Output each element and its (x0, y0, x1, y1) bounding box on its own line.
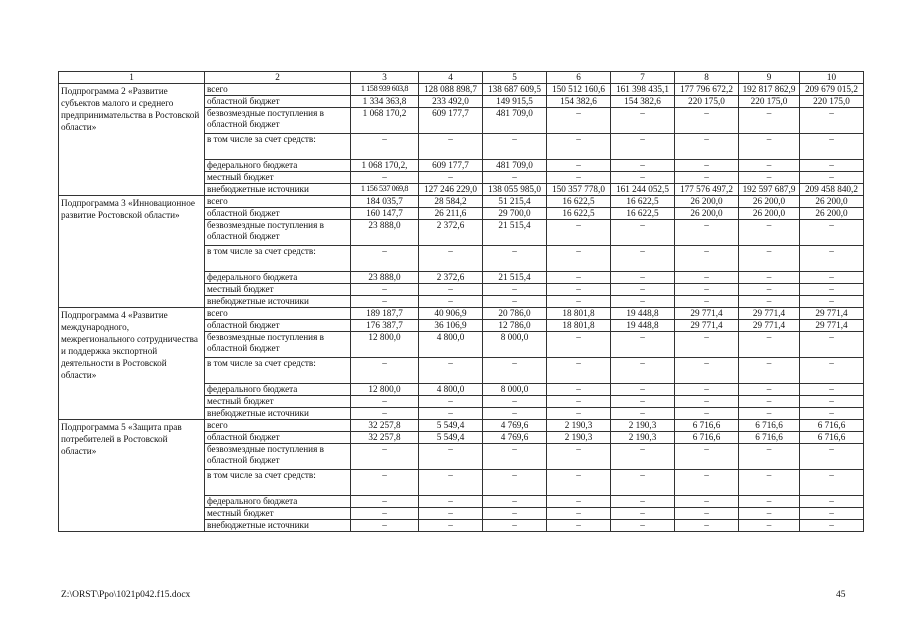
value-cell: 127 246 229,0 (419, 184, 483, 196)
value-cell: – (547, 332, 611, 358)
value-cell: 160 147,7 (351, 208, 419, 220)
funding-source: безвозмездные поступления в областной бюджет (205, 332, 351, 358)
value-cell: – (611, 246, 675, 272)
value-cell: – (419, 470, 483, 496)
value-cell: – (800, 172, 864, 184)
table-row (59, 196, 864, 208)
value-cell: 2 190,3 (611, 420, 675, 432)
value-cell: – (800, 470, 864, 496)
value-cell: – (419, 246, 483, 272)
value-cell: – (419, 496, 483, 508)
value-cell: 16 622,5 (611, 196, 675, 208)
value-cell: – (547, 496, 611, 508)
value-cell: – (351, 134, 419, 160)
value-cell: – (547, 272, 611, 284)
value-cell: 2 190,3 (547, 432, 611, 444)
value-cell: 128 088 898,7 (419, 84, 483, 96)
value-cell: – (675, 296, 739, 308)
value-cell: – (675, 384, 739, 396)
value-cell: – (547, 284, 611, 296)
value-cell: 29 771,4 (675, 308, 739, 320)
value-cell: 1 334 363,8 (351, 96, 419, 108)
value-cell: 21 515,4 (483, 272, 547, 284)
value-cell: – (675, 272, 739, 284)
value-cell: – (483, 172, 547, 184)
value-cell: – (800, 272, 864, 284)
value-cell: – (547, 384, 611, 396)
funding-source: внебюджетные источники (205, 296, 351, 308)
value-cell: – (739, 296, 800, 308)
funding-source: областной бюджет (205, 320, 351, 332)
value-cell: – (419, 134, 483, 160)
value-cell: 2 190,3 (611, 432, 675, 444)
value-cell: – (800, 508, 864, 520)
value-cell: 29 771,4 (800, 320, 864, 332)
value-cell: – (611, 108, 675, 134)
value-cell: 5 549,4 (419, 420, 483, 432)
funding-source: местный бюджет (205, 284, 351, 296)
value-cell: – (739, 384, 800, 396)
value-cell: 40 906,9 (419, 308, 483, 320)
funding-source: местный бюджет (205, 508, 351, 520)
funding-source: всего (205, 308, 351, 320)
value-cell: – (675, 220, 739, 246)
value-cell: – (739, 396, 800, 408)
value-cell: 20 786,0 (483, 308, 547, 320)
value-cell: – (351, 284, 419, 296)
funding-source: в том числе за счет средств: (205, 246, 351, 272)
value-cell: – (800, 520, 864, 532)
value-cell: 184 035,7 (351, 196, 419, 208)
value-cell: – (739, 496, 800, 508)
value-cell: 4 769,6 (483, 420, 547, 432)
value-cell: 2 190,3 (547, 420, 611, 432)
funding-source: в том числе за счет средств: (205, 470, 351, 496)
value-cell: 2 372,6 (419, 220, 483, 246)
value-cell: 481 709,0 (483, 160, 547, 172)
subprogram-name: Подпрограмма 5 «Защита прав потребителей в Ростовской области» (59, 420, 205, 532)
value-cell: – (351, 358, 419, 384)
value-cell: – (547, 296, 611, 308)
header-cell: 8 (675, 72, 739, 84)
value-cell: 23 888,0 (351, 220, 419, 246)
value-cell: 4 769,6 (483, 432, 547, 444)
value-cell: – (419, 408, 483, 420)
value-cell: – (675, 160, 739, 172)
value-cell: 6 716,6 (739, 420, 800, 432)
value-cell: 154 382,6 (547, 96, 611, 108)
value-cell: – (739, 172, 800, 184)
funding-source: внебюджетные источники (205, 408, 351, 420)
footer-file-path: Z:\ORST\Ppo\1021p042.f15.docx (61, 590, 191, 600)
funding-source: местный бюджет (205, 396, 351, 408)
value-cell: 29 771,4 (739, 308, 800, 320)
value-cell: 138 687 609,5 (483, 84, 547, 96)
value-cell: – (547, 220, 611, 246)
value-cell: – (351, 396, 419, 408)
value-cell: – (483, 496, 547, 508)
value-cell: – (351, 296, 419, 308)
value-cell: 29 771,4 (800, 308, 864, 320)
value-cell: – (611, 396, 675, 408)
value-cell: – (800, 396, 864, 408)
value-cell: 1 158 939 603,8 (351, 84, 419, 96)
value-cell: – (800, 108, 864, 134)
value-cell: 29 771,4 (675, 320, 739, 332)
value-cell: – (547, 172, 611, 184)
value-cell: – (351, 470, 419, 496)
value-cell: – (611, 220, 675, 246)
value-cell: – (675, 508, 739, 520)
header-cell: 7 (611, 72, 675, 84)
value-cell: 138 055 985,0 (483, 184, 547, 196)
value-cell: – (419, 520, 483, 532)
value-cell: 220 175,0 (675, 96, 739, 108)
value-cell: 154 382,6 (611, 96, 675, 108)
value-cell: 19 448,8 (611, 320, 675, 332)
value-cell: 2 372,6 (419, 272, 483, 284)
funding-source: федерального бюджета (205, 384, 351, 396)
value-cell: – (739, 246, 800, 272)
funding-source: внебюджетные источники (205, 184, 351, 196)
value-cell: – (351, 444, 419, 470)
value-cell: – (547, 358, 611, 384)
value-cell: – (800, 332, 864, 358)
table-row (59, 420, 864, 432)
footer-page-number: 45 (836, 590, 846, 600)
value-cell: – (675, 134, 739, 160)
value-cell: – (611, 160, 675, 172)
value-cell: 5 549,4 (419, 432, 483, 444)
value-cell: – (739, 470, 800, 496)
value-cell: 150 357 778,0 (547, 184, 611, 196)
value-cell: – (675, 470, 739, 496)
value-cell: 12 800,0 (351, 332, 419, 358)
value-cell: 233 492,0 (419, 96, 483, 108)
value-cell: – (483, 396, 547, 408)
value-cell: – (483, 134, 547, 160)
value-cell: – (739, 332, 800, 358)
value-cell: 6 716,6 (739, 432, 800, 444)
value-cell: – (739, 358, 800, 384)
table-row (59, 84, 864, 96)
value-cell: – (739, 220, 800, 246)
value-cell: 21 515,4 (483, 220, 547, 246)
value-cell: 192 817 862,9 (739, 84, 800, 96)
header-cell: 1 (59, 72, 205, 84)
value-cell: – (611, 358, 675, 384)
value-cell: – (739, 284, 800, 296)
header-cell: 5 (483, 72, 547, 84)
value-cell: 6 716,6 (800, 432, 864, 444)
value-cell: – (800, 408, 864, 420)
value-cell: – (800, 284, 864, 296)
value-cell: – (419, 508, 483, 520)
value-cell: 32 257,8 (351, 432, 419, 444)
value-cell: 29 771,4 (739, 320, 800, 332)
value-cell: 161 244 052,5 (611, 184, 675, 196)
value-cell: – (739, 134, 800, 160)
value-cell: – (675, 396, 739, 408)
value-cell: – (611, 508, 675, 520)
value-cell: – (675, 284, 739, 296)
header-cell: 3 (351, 72, 419, 84)
value-cell: 28 584,2 (419, 196, 483, 208)
value-cell: – (611, 296, 675, 308)
value-cell: 177 576 497,2 (675, 184, 739, 196)
value-cell: – (547, 396, 611, 408)
value-cell: – (483, 284, 547, 296)
value-cell: 26 200,0 (739, 208, 800, 220)
value-cell: – (419, 172, 483, 184)
value-cell: – (611, 520, 675, 532)
value-cell: – (611, 332, 675, 358)
value-cell: – (611, 384, 675, 396)
funding-source: областной бюджет (205, 432, 351, 444)
value-cell: – (351, 520, 419, 532)
funding-source: местный бюджет (205, 172, 351, 184)
value-cell: 26 200,0 (675, 196, 739, 208)
value-cell: – (483, 444, 547, 470)
value-cell: 16 622,5 (547, 196, 611, 208)
value-cell: – (739, 444, 800, 470)
header-cell: 2 (205, 72, 351, 84)
value-cell: – (739, 520, 800, 532)
value-cell: – (483, 246, 547, 272)
value-cell: – (547, 134, 611, 160)
value-cell: 23 888,0 (351, 272, 419, 284)
value-cell: – (419, 444, 483, 470)
funding-source: областной бюджет (205, 96, 351, 108)
funding-source: областной бюджет (205, 208, 351, 220)
value-cell: – (351, 508, 419, 520)
value-cell: 4 800,0 (419, 332, 483, 358)
funding-source: всего (205, 196, 351, 208)
funding-source: безвозмездные поступления в областной бюджет (205, 444, 351, 470)
funding-source: в том числе за счет средств: (205, 134, 351, 160)
funding-source: федерального бюджета (205, 272, 351, 284)
header-cell: 6 (547, 72, 611, 84)
value-cell: – (675, 496, 739, 508)
value-cell: 609 177,7 (419, 108, 483, 134)
value-cell: 26 200,0 (800, 208, 864, 220)
value-cell: 26 211,6 (419, 208, 483, 220)
value-cell: – (675, 520, 739, 532)
value-cell: 1 068 170,2 (351, 108, 419, 134)
value-cell: – (739, 272, 800, 284)
value-cell: – (611, 172, 675, 184)
value-cell: 161 398 435,1 (611, 84, 675, 96)
value-cell: 481 709,0 (483, 108, 547, 134)
funding-source: безвозмездные поступления в областной бюджет (205, 108, 351, 134)
value-cell: – (675, 358, 739, 384)
value-cell: – (611, 272, 675, 284)
subprogram-name: Подпрограмма 3 «Инновационное развитие Ростовской области» (59, 196, 205, 308)
value-cell: – (483, 296, 547, 308)
value-cell: 26 200,0 (675, 208, 739, 220)
value-cell: 12 786,0 (483, 320, 547, 332)
value-cell: – (547, 444, 611, 470)
value-cell: 26 200,0 (739, 196, 800, 208)
value-cell: – (611, 284, 675, 296)
value-cell: – (739, 108, 800, 134)
value-cell: – (675, 332, 739, 358)
value-cell: – (800, 496, 864, 508)
value-cell: – (739, 408, 800, 420)
value-cell: – (547, 470, 611, 496)
value-cell: – (611, 134, 675, 160)
value-cell: – (800, 134, 864, 160)
value-cell: – (547, 246, 611, 272)
value-cell: 32 257,8 (351, 420, 419, 432)
subprogram-name: Подпрограмма 4 «Развитие международного, межрегионального сотрудничества и поддержка экспортной деятельности в Ростовской области» (59, 308, 205, 420)
value-cell: – (800, 444, 864, 470)
table-row (59, 308, 864, 320)
value-cell: 36 106,9 (419, 320, 483, 332)
value-cell: – (611, 444, 675, 470)
funding-source: безвозмездные поступления в областной бюджет (205, 220, 351, 246)
value-cell: – (547, 408, 611, 420)
value-cell: – (800, 358, 864, 384)
value-cell: 209 458 840,2 (800, 184, 864, 196)
header-cell: 4 (419, 72, 483, 84)
value-cell: – (547, 160, 611, 172)
value-cell: – (675, 408, 739, 420)
value-cell: 16 622,5 (611, 208, 675, 220)
value-cell: – (675, 172, 739, 184)
value-cell: 1 068 170,2, (351, 160, 419, 172)
value-cell: – (419, 358, 483, 384)
value-cell: – (611, 470, 675, 496)
value-cell: 6 716,6 (675, 420, 739, 432)
value-cell: – (483, 520, 547, 532)
value-cell: – (800, 296, 864, 308)
value-cell: – (611, 496, 675, 508)
value-cell: 192 597 687,9 (739, 184, 800, 196)
value-cell: 8 000,0 (483, 384, 547, 396)
value-cell: – (547, 108, 611, 134)
value-cell: 18 801,8 (547, 308, 611, 320)
funding-source: федерального бюджета (205, 496, 351, 508)
value-cell: – (351, 172, 419, 184)
value-cell: 16 622,5 (547, 208, 611, 220)
value-cell: – (675, 108, 739, 134)
value-cell: 609 177,7 (419, 160, 483, 172)
value-cell: – (419, 284, 483, 296)
value-cell: 209 679 015,2 (800, 84, 864, 96)
value-cell: – (547, 520, 611, 532)
value-cell: 6 716,6 (675, 432, 739, 444)
value-cell: – (419, 396, 483, 408)
funding-source: в том числе за счет средств: (205, 358, 351, 384)
value-cell: 149 915,5 (483, 96, 547, 108)
header-cell: 9 (739, 72, 800, 84)
value-cell: – (483, 470, 547, 496)
value-cell: 4 800,0 (419, 384, 483, 396)
funding-source: федерального бюджета (205, 160, 351, 172)
funding-source: всего (205, 420, 351, 432)
value-cell: – (547, 508, 611, 520)
value-cell: – (800, 220, 864, 246)
value-cell: 19 448,8 (611, 308, 675, 320)
funding-source: внебюджетные источники (205, 520, 351, 532)
value-cell: – (611, 408, 675, 420)
value-cell: 176 387,7 (351, 320, 419, 332)
funding-source: всего (205, 84, 351, 96)
value-cell: – (675, 444, 739, 470)
value-cell: 29 700,0 (483, 208, 547, 220)
header-cell: 10 (800, 72, 864, 84)
value-cell: – (351, 496, 419, 508)
value-cell: – (483, 508, 547, 520)
value-cell: – (739, 508, 800, 520)
value-cell: 12 800,0 (351, 384, 419, 396)
value-cell: – (800, 246, 864, 272)
value-cell: 189 187,7 (351, 308, 419, 320)
value-cell: 220 175,0 (739, 96, 800, 108)
value-cell: 6 716,6 (800, 420, 864, 432)
budget-table (58, 71, 864, 532)
value-cell: – (800, 160, 864, 172)
header-row (59, 72, 864, 84)
value-cell: 177 796 672,2 (675, 84, 739, 96)
value-cell: 18 801,8 (547, 320, 611, 332)
value-cell: 220 175,0 (800, 96, 864, 108)
value-cell: 1 156 537 069,8 (351, 184, 419, 196)
value-cell: – (800, 384, 864, 396)
value-cell: 8 000,0 (483, 332, 547, 358)
value-cell: – (351, 246, 419, 272)
value-cell: 26 200,0 (800, 196, 864, 208)
value-cell: – (483, 408, 547, 420)
value-cell: – (483, 358, 547, 384)
value-cell: – (419, 296, 483, 308)
subprogram-name: Подпрограмма 2 «Развитие субъектов малого и среднего предпринимательства в Ростовской области» (59, 84, 205, 196)
value-cell: – (739, 160, 800, 172)
value-cell: 51 215,4 (483, 196, 547, 208)
value-cell: – (675, 246, 739, 272)
value-cell: 150 512 160,6 (547, 84, 611, 96)
value-cell: – (351, 408, 419, 420)
